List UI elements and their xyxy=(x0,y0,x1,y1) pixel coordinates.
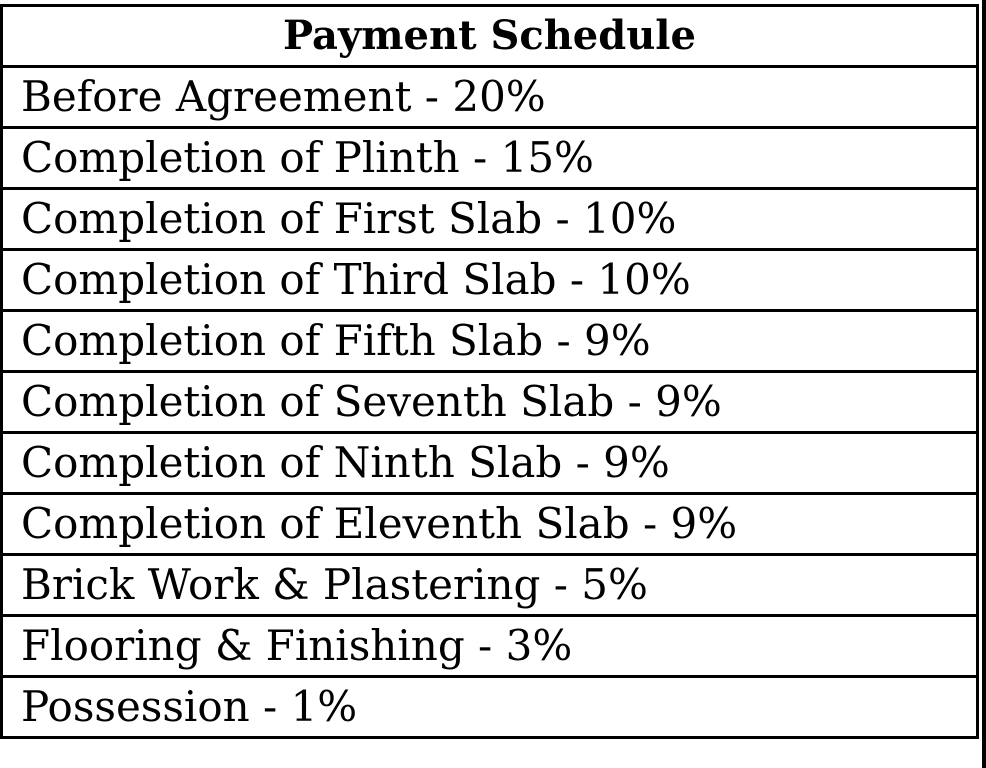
schedule-row-before-agreement: Before Agreement - 20% xyxy=(2,67,978,128)
table-row xyxy=(2,250,978,311)
payment-schedule-table xyxy=(0,4,979,739)
table-row xyxy=(2,372,978,433)
schedule-row-fifth-slab: Completion of Fifth Slab - 9% xyxy=(2,311,978,372)
table-row xyxy=(2,555,978,616)
schedule-row-seventh-slab: Completion of Seventh Slab - 9% xyxy=(2,372,978,433)
schedule-row-possession: Possession - 1% xyxy=(2,677,978,738)
table-title: Payment Schedule xyxy=(2,6,978,67)
table-body xyxy=(2,67,978,738)
table-row xyxy=(2,494,978,555)
table-row xyxy=(2,311,978,372)
table-row xyxy=(2,189,978,250)
schedule-row-ninth-slab: Completion of Ninth Slab - 9% xyxy=(2,433,978,494)
right-border-line xyxy=(982,0,986,768)
table-row xyxy=(2,677,978,738)
table-header xyxy=(2,6,978,67)
table-row xyxy=(2,67,978,128)
schedule-row-third-slab: Completion of Third Slab - 10% xyxy=(2,250,978,311)
table-row xyxy=(2,128,978,189)
schedule-row-plinth: Completion of Plinth - 15% xyxy=(2,128,978,189)
table-row xyxy=(2,433,978,494)
schedule-row-brick-work: Brick Work & Plastering - 5% xyxy=(2,555,978,616)
header-row xyxy=(2,6,978,67)
schedule-row-flooring: Flooring & Finishing - 3% xyxy=(2,616,978,677)
schedule-row-first-slab: Completion of First Slab - 10% xyxy=(2,189,978,250)
schedule-row-eleventh-slab: Completion of Eleventh Slab - 9% xyxy=(2,494,978,555)
table-row xyxy=(2,616,978,677)
